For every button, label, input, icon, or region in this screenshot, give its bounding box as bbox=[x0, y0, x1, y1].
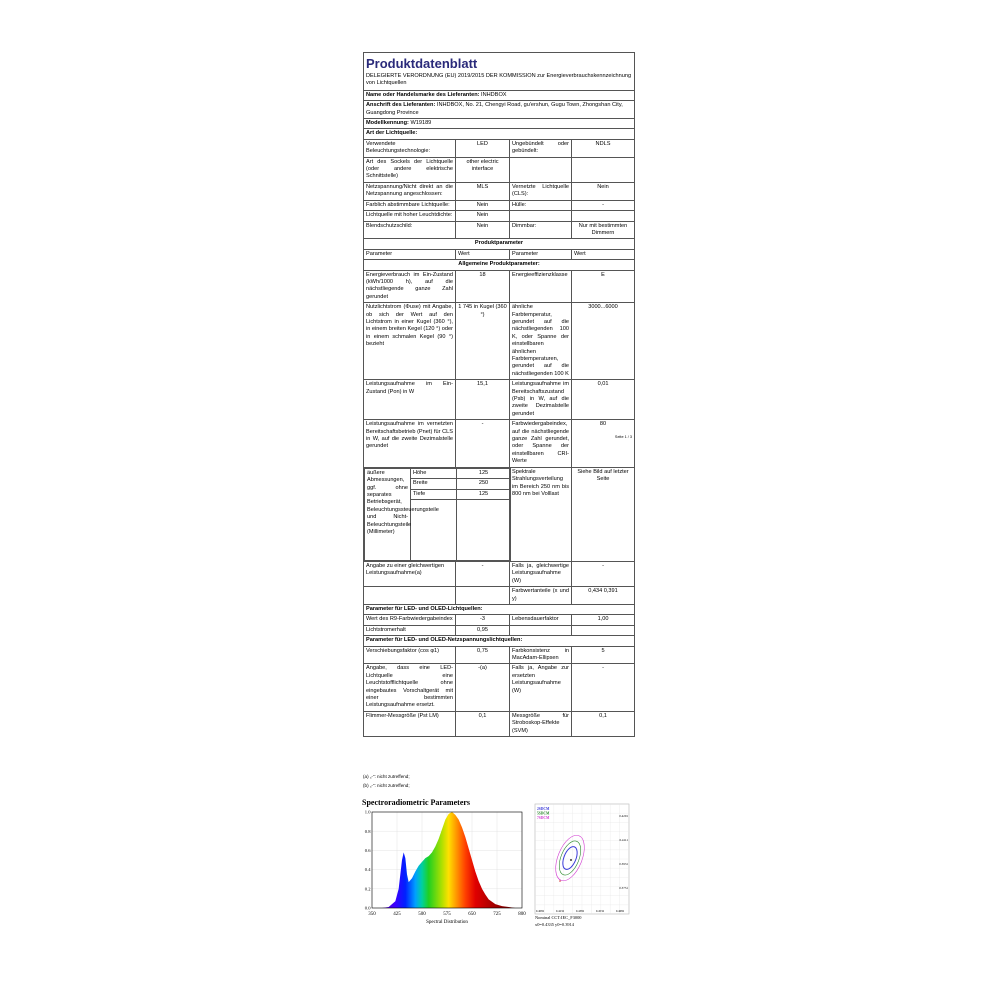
mains-params-heading: Parameter für LED- und OLED-Netzspannungslichtquellen: bbox=[364, 636, 635, 646]
legend-entry: 7SDCM bbox=[537, 815, 550, 820]
supplier-address: INHDBOX, No. 21, Chengyi Road, gu'ershun, Gugu Town, Zhongshan City, Guangdong Province bbox=[366, 102, 623, 116]
x-tick-label: 500 bbox=[418, 912, 426, 917]
type-label: Dimmbar: bbox=[510, 221, 572, 239]
x-tick-label: 650 bbox=[468, 912, 476, 917]
param-row bbox=[364, 646, 635, 664]
spectrum-area bbox=[382, 812, 515, 908]
param-value: 3000...6000 bbox=[572, 303, 635, 380]
x-tick-label: 0.4082 bbox=[535, 909, 545, 913]
column-header-param: Parameter bbox=[510, 249, 572, 259]
param-label: Falls ja, gleichwertige Leistungsaufnahme (W) bbox=[510, 561, 572, 586]
param-label: Verschiebungsfaktor (cos φ1) bbox=[364, 646, 456, 664]
param-label: Farbkonsistenz in MacAdam-Ellipsen bbox=[510, 646, 572, 664]
x-tick-label: 575 bbox=[443, 912, 451, 917]
param-label: Falls ja, Angabe zur ersetzten Leistungsaufnahme (W) bbox=[510, 664, 572, 711]
type-label: Vernetzte Lichtquelle (CLS): bbox=[510, 182, 572, 200]
param-value: - bbox=[456, 561, 510, 586]
param-label: Wert des R9-Farbwiedergabeindex bbox=[364, 615, 456, 625]
regulation-text: DELEGIERTE VERORDNUNG (EU) 2019/2015 DER KOMMISSION zur Energieverbrauchskennzeichnung von Lichtquellen bbox=[366, 73, 632, 87]
x-tick-label: 0.4232 bbox=[555, 909, 565, 913]
param-value: 0,75 bbox=[456, 646, 510, 664]
param-label: Messgröße für Stroboskop-Effekte (SVM) bbox=[510, 711, 572, 736]
reference-point bbox=[559, 880, 561, 882]
x-tick-label: 800 bbox=[518, 912, 526, 917]
param-label: Energieverbrauch im Ein-Zustand (kWh/1000 h), auf die nächstliegende ganze Zahl gerundet bbox=[364, 270, 456, 303]
page-title: Produktdatenblatt bbox=[366, 56, 478, 71]
type-value: LED bbox=[456, 139, 510, 157]
dimensions-label: äußere Abmessungen, ggf. ohne separates Betriebsgerät, Beleuchtungssteuerungsteile und Nicht-Beleuchtungsteile (Millimeter) bbox=[365, 468, 411, 560]
type-value: other electric interface bbox=[456, 157, 510, 182]
dimension-value: 125 bbox=[457, 468, 511, 478]
param-row bbox=[364, 587, 635, 605]
param-value: 1 745 in Kugel (360 °) bbox=[456, 303, 510, 380]
param-label: Nutzlichtstrom (Φuse) mit Angabe, ob sich der Wert auf den Lichtstrom in einer Kugel (360 °), in einem breiten Kegel (120 °) oder in einem schmalen Kegel (90 °) bezieht bbox=[364, 303, 456, 380]
dimensions-table bbox=[364, 468, 511, 561]
y-tick-label: 0.6 bbox=[364, 848, 371, 853]
param-value: 0,1 bbox=[572, 711, 635, 736]
product-params-heading: Produktparameter bbox=[364, 239, 635, 249]
type-value: Nur mit bestimmten Dimmern bbox=[572, 221, 635, 239]
y-tick-label: 0.4111 bbox=[619, 838, 628, 842]
spectral-value: Siehe Bild auf letzter Seite bbox=[572, 467, 635, 561]
chart-title: Spectroradiometric Parameters bbox=[362, 798, 471, 807]
param-label: Angabe zu einer gleichwertigen Leistungsaufnahme(a) bbox=[364, 561, 456, 586]
type-label: Hülle: bbox=[510, 200, 572, 210]
model-label: Modellkennung: bbox=[366, 120, 409, 127]
type-value bbox=[572, 211, 635, 221]
supplier-address-label: Anschrift des Lieferanten: bbox=[366, 102, 436, 109]
type-label bbox=[510, 211, 572, 221]
type-label: Verwendete Beleuchtungstechnologie: bbox=[364, 139, 456, 157]
footnotes bbox=[363, 772, 410, 790]
type-row bbox=[364, 139, 635, 157]
param-row bbox=[364, 561, 635, 586]
type-value bbox=[572, 157, 635, 182]
dimension-name: Breite bbox=[411, 479, 457, 489]
ellipse-caption: x0=0.4335 y0=0.3914 bbox=[535, 922, 574, 927]
legend-entry: 2SDCM bbox=[537, 807, 550, 811]
type-label: Blendschutzschild: bbox=[364, 221, 456, 239]
type-label: Ungebündelt oder gebündelt: bbox=[510, 139, 572, 157]
y-tick-label: 0.3751 bbox=[619, 886, 628, 890]
light-source-type-heading: Art der Lichtquelle: bbox=[364, 129, 635, 139]
param-row bbox=[364, 270, 635, 303]
type-label: Lichtquelle mit hoher Leuchtdichte: bbox=[364, 211, 456, 221]
param-value: - bbox=[572, 664, 635, 711]
param-value: 0,434 0,391 bbox=[572, 587, 635, 605]
column-header-value: Wert bbox=[572, 249, 635, 259]
type-row bbox=[364, 182, 635, 200]
param-value-cell bbox=[572, 420, 635, 467]
param-value: 18 bbox=[456, 270, 510, 303]
param-label: Leistungsaufnahme im Bereitschaftszustand (Psb) in W, auf die zweite Dezimalstelle gerundet bbox=[510, 380, 572, 420]
type-value: Nein bbox=[456, 211, 510, 221]
general-params-heading: Allgemeine Produktparameter: bbox=[364, 260, 635, 270]
footnote: (b) „-“: nicht zutreffend; bbox=[363, 783, 410, 788]
param-label: ähnliche Farbtemperatur, gerundet auf die nächstliegenden 100 K, oder Spanne der einstellbaren ähnlichen Farbtemperaturen, gerundet auf die nächstliegenden 100 K bbox=[510, 303, 572, 380]
dimension-name: Tiefe bbox=[411, 489, 457, 499]
param-value: 0,95 bbox=[456, 625, 510, 635]
param-value: -3 bbox=[456, 615, 510, 625]
type-label: Netzspannung/Nicht direkt an die Netzspannung angeschlossen: bbox=[364, 182, 456, 200]
y-tick-label: 0.8 bbox=[364, 828, 371, 834]
ellipse-caption: Nominal CCT:IEC_F3000 bbox=[535, 915, 582, 920]
param-label: Leistungsaufnahme im Ein-Zustand (Pon) in W bbox=[364, 380, 456, 420]
spectral-chart bbox=[360, 798, 528, 928]
type-value: MLS bbox=[456, 182, 510, 200]
type-row bbox=[364, 157, 635, 182]
datasheet bbox=[363, 52, 634, 737]
type-row bbox=[364, 211, 635, 221]
y-tick-label: 0.4291 bbox=[619, 814, 628, 818]
y-tick-label: 0.4 bbox=[364, 867, 371, 873]
datasheet-table bbox=[363, 52, 635, 737]
y-tick-label: 1.0 bbox=[364, 809, 371, 815]
param-value: 0,01 bbox=[572, 380, 635, 420]
measured-point bbox=[570, 859, 572, 861]
page-number: Seite 1 / 3 bbox=[614, 435, 633, 440]
param-row bbox=[364, 303, 635, 380]
param-row bbox=[364, 380, 635, 420]
type-value: NDLS bbox=[572, 139, 635, 157]
type-value: Nein bbox=[456, 221, 510, 239]
footnote: (a) „-“: nicht zutreffend; bbox=[363, 774, 410, 779]
param-label: Lebensdauerfaktor bbox=[510, 615, 572, 625]
param-row bbox=[364, 664, 635, 711]
param-row bbox=[364, 615, 635, 625]
ellipse-chart-svg bbox=[532, 800, 632, 930]
type-value: - bbox=[572, 200, 635, 210]
led-params-heading: Parameter für LED- und OLED-Lichtquellen: bbox=[364, 604, 635, 614]
type-value: Nein bbox=[572, 182, 635, 200]
type-value: Nein bbox=[456, 200, 510, 210]
x-tick-label: 0.4682 bbox=[615, 909, 625, 913]
param-label: Farbwiedergabeindex, auf die nächstliegende ganze Zahl gerundet, oder Spanne der einstellbaren CRI-Werte bbox=[510, 420, 572, 467]
param-value: - bbox=[572, 561, 635, 586]
param-label: Leistungsaufnahme im vernetzten Bereitschaftsbetrieb (Pnet) für CLS in W, auf die zweite Dezimalstelle gerundet bbox=[364, 420, 456, 467]
x-tick-label: 0.4382 bbox=[575, 909, 585, 913]
x-tick-label: 0.4532 bbox=[595, 909, 605, 913]
legend-entry: 5SDCM bbox=[537, 811, 550, 816]
param-value: - bbox=[456, 420, 510, 467]
param-row bbox=[364, 711, 635, 736]
color-consistency-chart bbox=[532, 800, 632, 930]
spectral-label: Spektrale Strahlungsverteilung im Bereich 250 nm bis 800 nm bei Volllast bbox=[510, 467, 572, 561]
param-label: Lichtstromerhalt bbox=[364, 625, 456, 635]
column-header-param: Parameter bbox=[364, 249, 456, 259]
param-label: Angabe, dass eine LED-Lichtquelle eine Leuchtstofflichtquelle ohne eingebautes Vorschaltgerät mit einer bestimmten Leistungsaufnahme ersetzt. bbox=[364, 664, 456, 711]
param-row bbox=[364, 420, 635, 467]
x-tick-label: 425 bbox=[393, 912, 401, 917]
param-value: 0,1 bbox=[456, 711, 510, 736]
type-label bbox=[510, 157, 572, 182]
param-value: 5 bbox=[572, 646, 635, 664]
dimension-value: 125 bbox=[457, 489, 511, 499]
type-label: Art des Sockels der Lichtquelle (oder andere elektrische Schnittstelle) bbox=[364, 157, 456, 182]
column-header-value: Wert bbox=[456, 249, 510, 259]
type-row bbox=[364, 200, 635, 210]
x-tick-label: 350 bbox=[368, 912, 376, 917]
spectral-chart-svg bbox=[360, 798, 528, 928]
type-row bbox=[364, 221, 635, 239]
param-value: E bbox=[572, 270, 635, 303]
param-value: 80 bbox=[599, 421, 607, 428]
param-value: -(a) bbox=[456, 664, 510, 711]
x-axis-label: Spectral Distribution bbox=[426, 920, 468, 925]
param-value: 15,1 bbox=[456, 380, 510, 420]
y-tick-label: 0.2 bbox=[364, 886, 371, 892]
y-tick-label: 0.0 bbox=[364, 905, 371, 911]
model-value: W19189 bbox=[410, 120, 432, 127]
dimension-name: Höhe bbox=[411, 468, 457, 478]
param-label: Energieeffizienzklasse bbox=[510, 270, 572, 303]
x-tick-label: 725 bbox=[493, 912, 501, 917]
param-label: Flimmer-Messgröße (Pst LM) bbox=[364, 711, 456, 736]
dimensions-row bbox=[364, 467, 635, 561]
type-label: Farblich abstimmbare Lichtquelle: bbox=[364, 200, 456, 210]
param-label: Farbwertanteile (x und y) bbox=[510, 587, 572, 605]
y-tick-label: 0.3931 bbox=[619, 862, 628, 866]
param-row bbox=[364, 625, 635, 635]
supplier-name: INHDBOX bbox=[481, 91, 507, 98]
dimension-value: 250 bbox=[457, 479, 511, 489]
supplier-name-label: Name oder Handelsmarke des Lieferanten: bbox=[366, 91, 480, 98]
param-value: 1,00 bbox=[572, 615, 635, 625]
